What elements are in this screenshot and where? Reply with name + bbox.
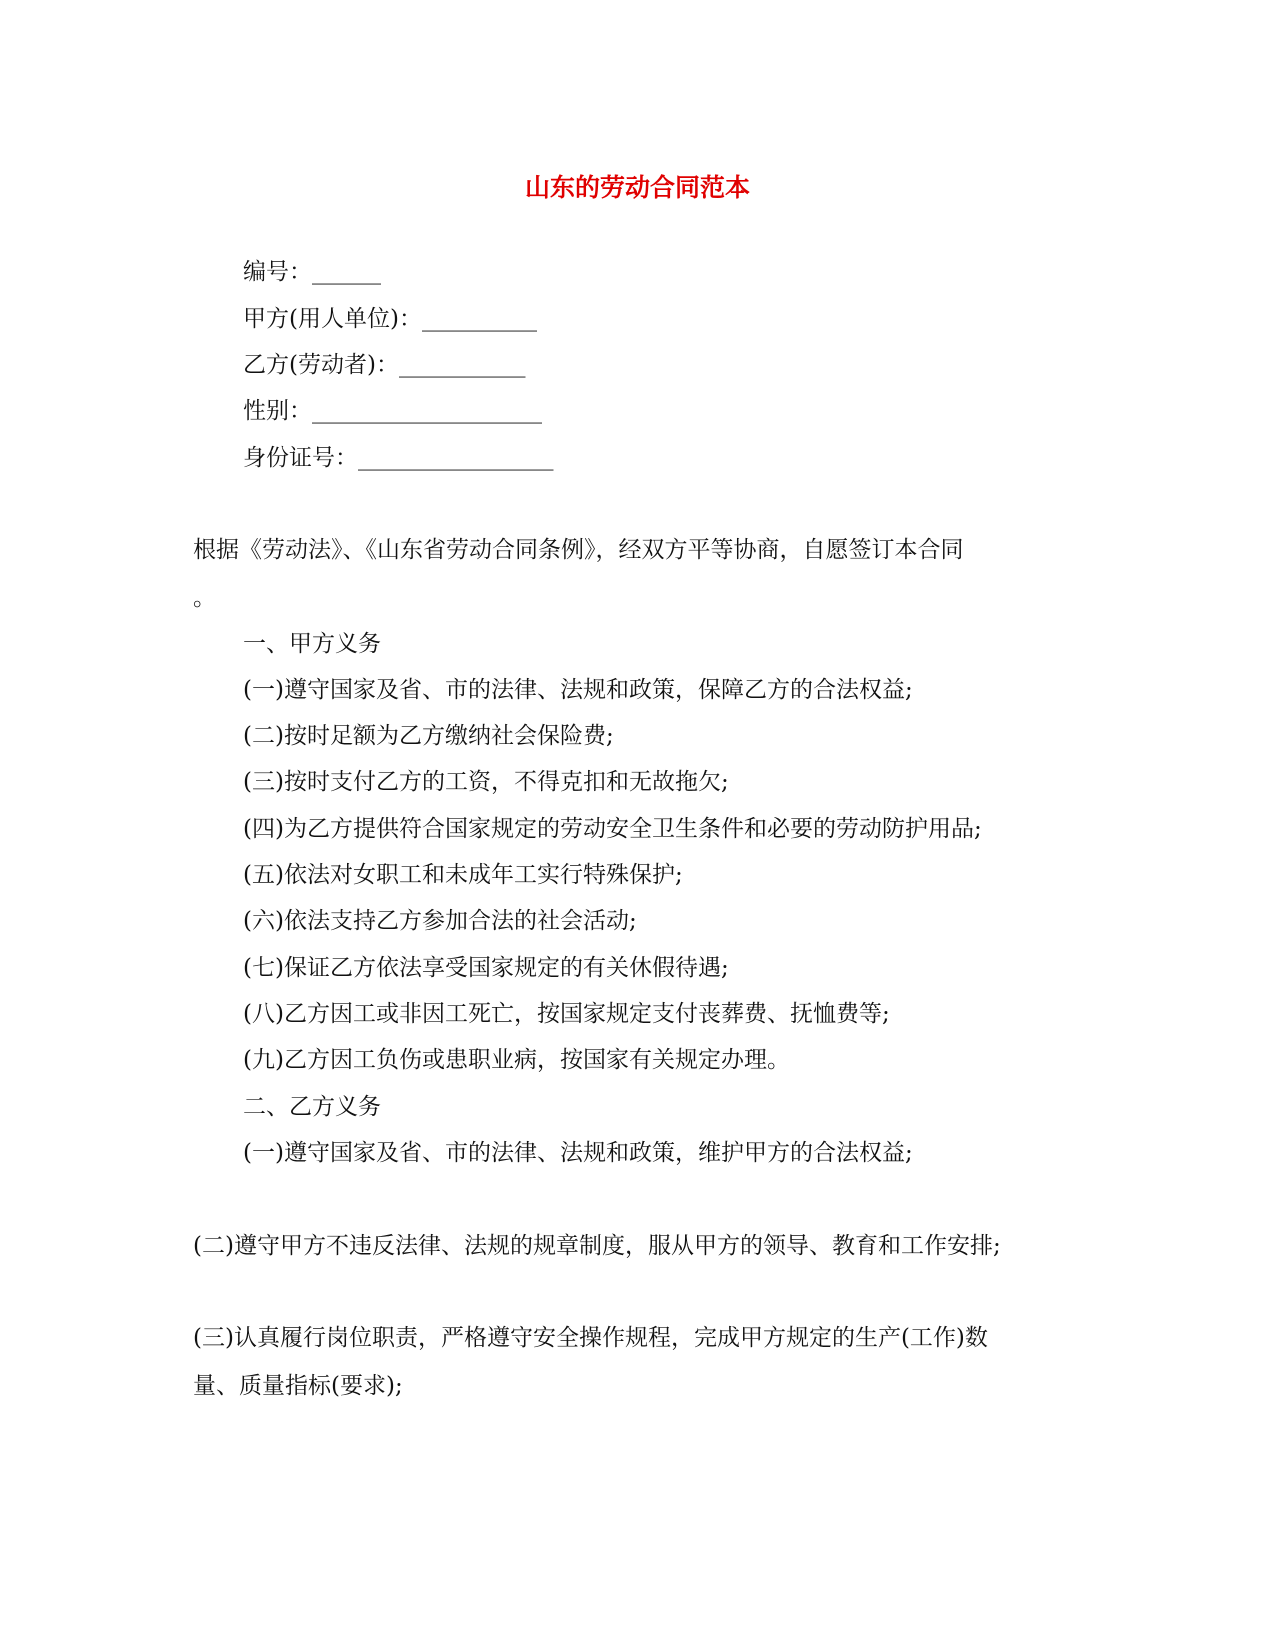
clause-item: (二)按时足额为乙方缴纳社会保险费; [243,723,614,749]
field-party-b: 乙方(劳动者)：___________ [243,352,526,378]
field-gender: 性别：____________________ [243,398,542,424]
intro-paragraph-end: 。 [193,585,216,611]
clause-item: (一)遵守国家及省、市的法律、法规和政策，保障乙方的合法权益; [243,677,913,703]
clause-item: (一)遵守国家及省、市的法律、法规和政策，维护甲方的合法权益; [243,1140,913,1166]
field-serial-number: 编号：______ [243,259,381,285]
clause-item: (五)依法对女职工和未成年工实行特殊保护; [243,862,683,888]
clause-item: (六)依法支持乙方参加合法的社会活动; [243,908,637,934]
clause-item: (七)保证乙方依法享受国家规定的有关休假待遇; [243,955,729,981]
field-party-a: 甲方(用人单位)：__________ [243,306,537,332]
section-heading-party-b: 二、乙方义务 [243,1094,381,1120]
clause-item: (四)为乙方提供符合国家规定的劳动安全卫生条件和必要的劳动防护用品; [243,816,982,842]
document-title: 山东的劳动合同范本 [524,173,750,202]
clause-item: (九)乙方因工负伤或患职业病，按国家有关规定办理。 [243,1047,790,1073]
clause-item: (二)遵守甲方不违反法律、法规的规章制度，服从甲方的领导、教育和工作安排; [193,1233,1001,1259]
clause-item: (三)认真履行岗位职责，严格遵守安全操作规程，完成甲方规定的生产(工作)数 [193,1325,988,1351]
clause-item-continued: 量、质量指标(要求); [193,1373,403,1399]
intro-paragraph-line: 根据《劳动法》、《山东省劳动合同条例》，经双方平等协商，自愿签订本合同 [193,537,964,563]
field-id-number: 身份证号：_________________ [243,445,554,471]
clause-item: (八)乙方因工或非因工死亡，按国家规定支付丧葬费、抚恤费等; [243,1001,890,1027]
clause-item: (三)按时支付乙方的工资，不得克扣和无故拖欠; [243,769,729,795]
section-heading-party-a: 一、甲方义务 [243,631,381,657]
